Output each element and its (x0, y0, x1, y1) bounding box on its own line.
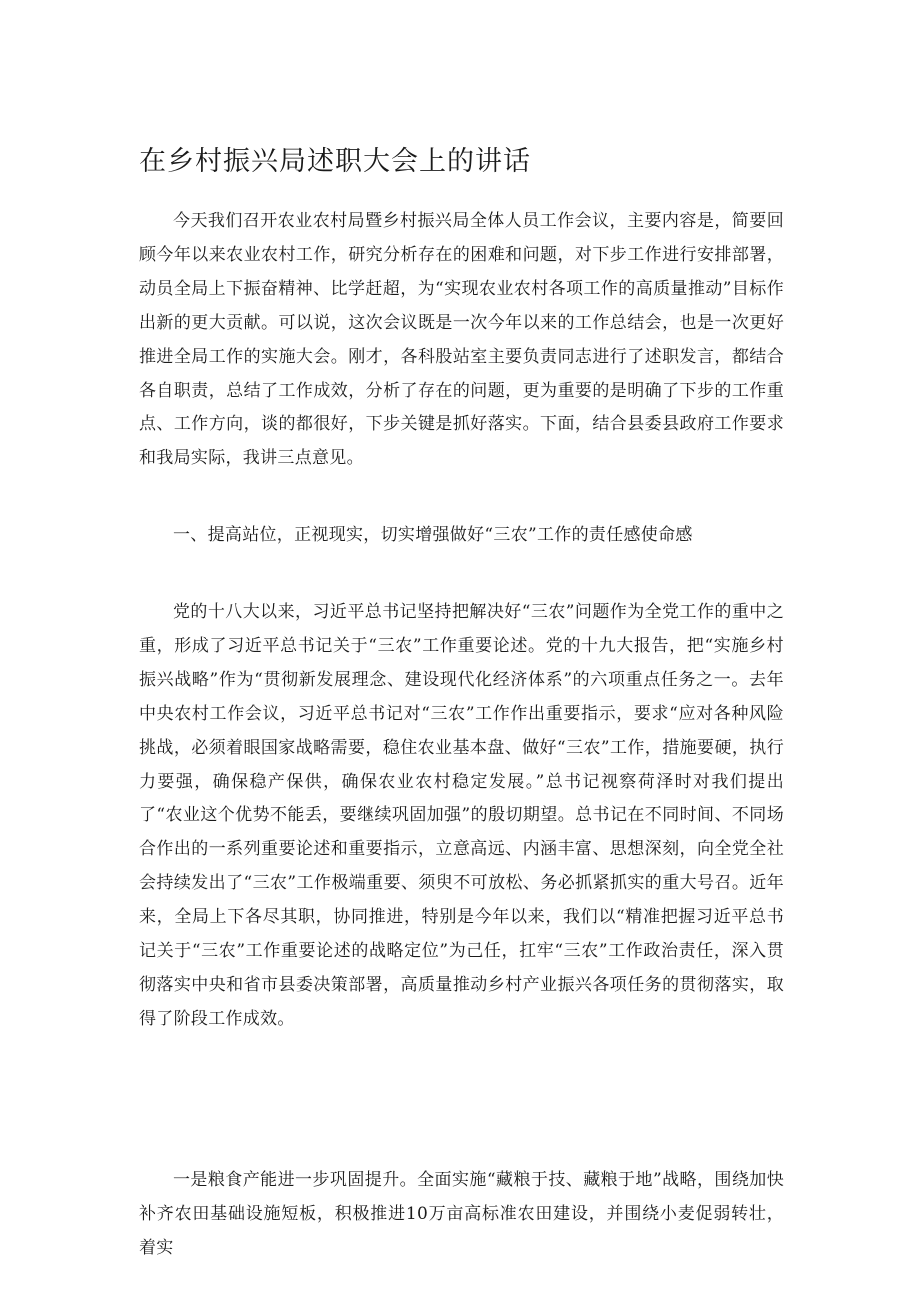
paragraph-section-1: 党的十八大以来，习近平总书记坚持把解决好“三农”问题作为全党工作的重中之重，形成了习近平总书记关于“三农”工作重要论述。党的十九大报告，把“实施乡村振兴战略”作为“贯彻新发展理念、建设现代化经济体系”的六项重点任务之一。去年中央农村工作会议，习近平总书记对“三农”工作作出重要指示，要求“应对各种风险挑战，必须着眼国家战略需要，稳住农业基本盘、做好“三农”工作，措施要硬，执行力要强，确保稳产保供，确保农业农村稳定发展。”总书记视察荷泽时对我们提出了“农业这个优势不能丢，要继续巩固加强”的殷切期望。总书记在不同时间、不同场合作出的一系列重要论述和重要指示，立意高远、内涵丰富、思想深刻，向全党全社会持续发出了“三农”工作极端重要、须臾不可放松、务必抓紧抓实的重大号召。近年来，全局上下各尽其职，协同推进，特别是今年以来，我们以“精准把握习近平总书记关于“三农”工作重要论述的战略定位”为己任，扛牢“三农”工作政治责任，深入贯彻落实中央和省市县委决策部署，高质量推动乡村产业振兴各项任务的贯彻落实，取得了阶段工作成效。 (139, 602, 784, 1029)
paragraph-grain-capacity: 一是粮食产能进一步巩固提升。全面实施“藏粮于技、藏粮于地”战略，围绕加快补齐农田基础设施短板，积极推进10万亩高标准农田建设，并围绕小麦促弱转壮，着实 (139, 1170, 784, 1258)
document-title: 在乡村振兴局述职大会上的讲话 (139, 146, 531, 177)
section-heading-1: 一、提高站位，正视现实，切实增强做好“三农”工作的责任感使命感 (173, 525, 693, 545)
paragraph-intro: 今天我们召开农业农村局暨乡村振兴局全体人员工作会议，主要内容是，简要回顾今年以来农业农村工作，研究分析存在的困难和问题，对下步工作进行安排部署，动员全局上下振奋精神、比学赶超，为“实现农业农村各项工作的高质量推动”目标作出新的更大贡献。可以说，这次会议既是一次今年以来的工作总结会，也是一次更好推进全局工作的实施大会。刚才，各科股站室主要负责同志进行了述职发言，都结合各自职责，总结了工作成效，分析了存在的问题，更为重要的是明确了下步的工作重点、工作方向，谈的都很好，下步关键是抓好落实。下面，结合县委县政府工作要求和我局实际，我讲三点意见。 (139, 211, 784, 469)
